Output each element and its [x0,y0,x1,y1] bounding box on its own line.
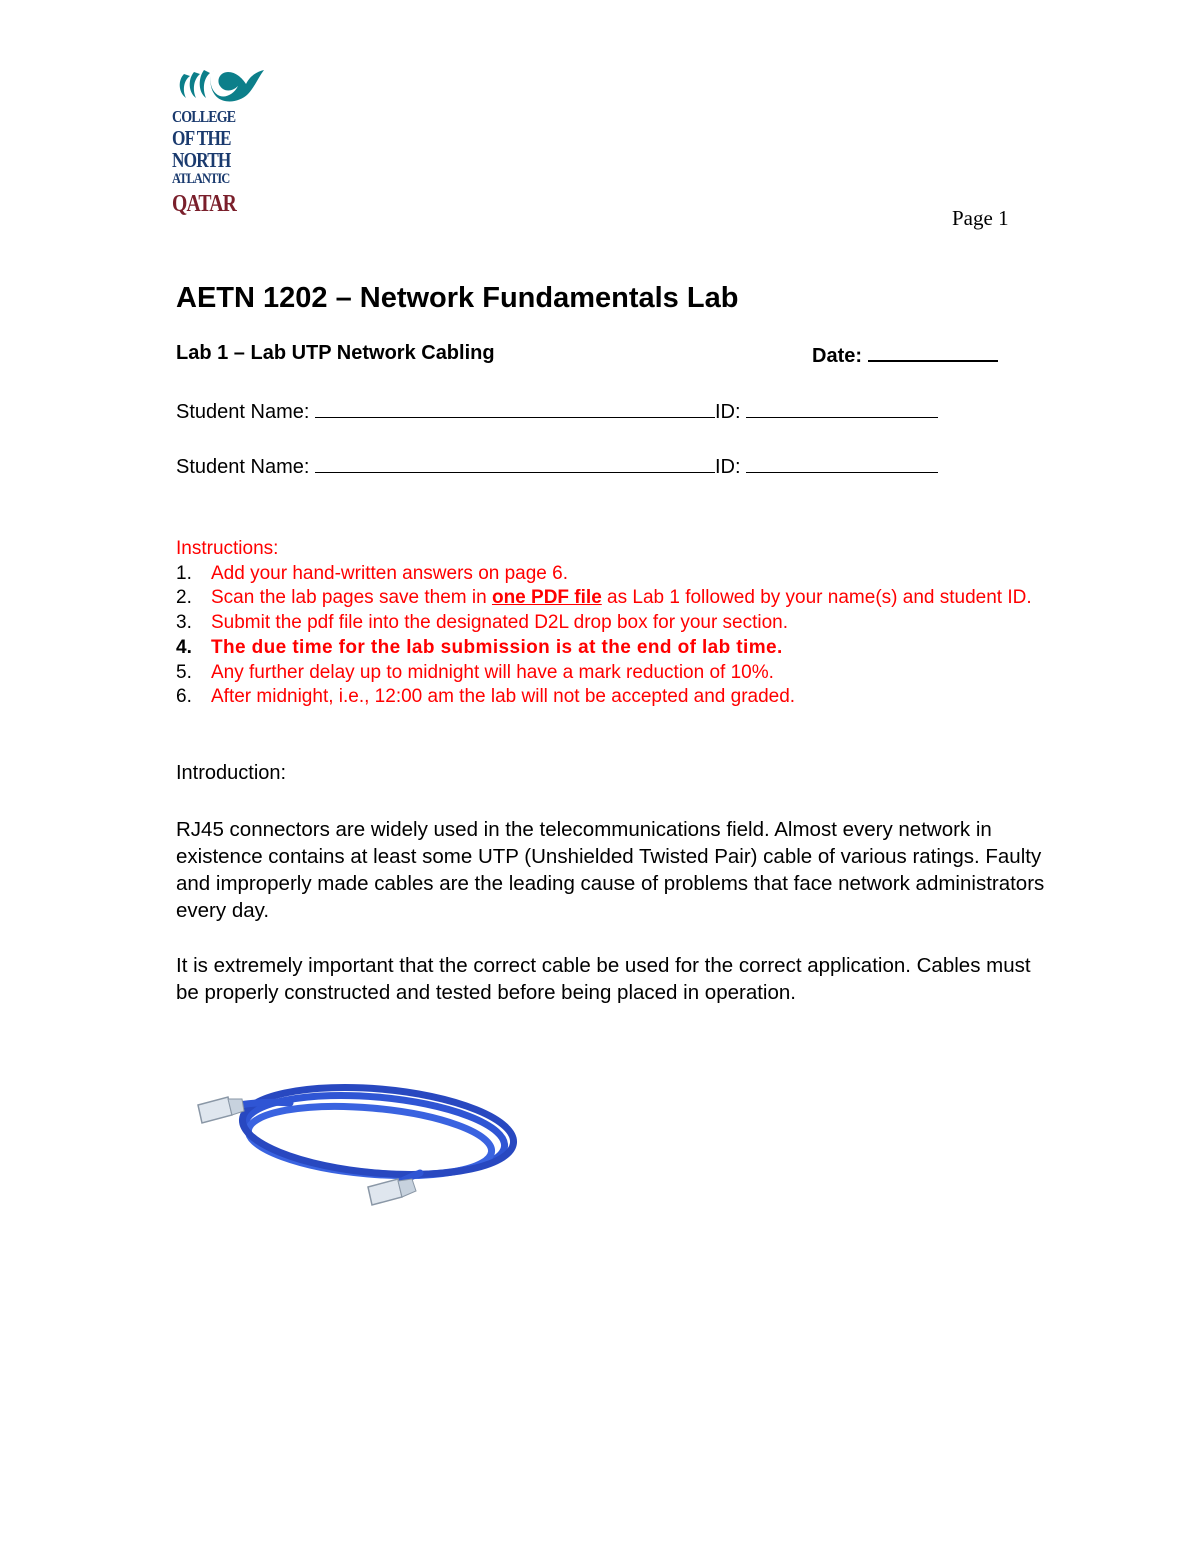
instruction-item [176,685,1036,710]
instruction-number: 1. [176,562,192,584]
date-label: Date: [812,345,863,367]
instruction-item-due-time [176,636,1036,661]
instruction-number: 4. [176,636,192,658]
instruction-text-before: Scan the lab pages save them in [211,587,492,609]
logo-line-qatar: QATAR [172,191,237,217]
instructions-list [176,562,1036,710]
pdf-emphasis: one PDF file [491,587,602,609]
student-id-label: ID: [714,401,741,423]
instruction-number: 5. [176,661,192,683]
document-title: AETN 1202 – Network Fundamentals Lab [176,282,739,314]
instruction-number: 3. [176,612,192,634]
date-field [812,342,998,368]
student-row-2 [176,456,938,479]
rj45-connector-left [198,1097,244,1123]
college-logo [172,62,272,230]
student-name-label: Student Name: [176,401,310,423]
student-name-label: Student Name: [176,456,310,478]
instruction-item [176,562,1036,587]
student-row-1 [176,401,938,424]
instruction-number: 6. [176,686,192,708]
instructions-block [176,537,1036,710]
instruction-item [176,611,1036,636]
instruction-item [176,661,1036,686]
instructions-heading: Instructions: [176,538,279,559]
introduction-paragraph-1: RJ45 connectors are widely used in the telecommunications field. Almost every network in existence contains at least some UTP (Unshielded Twisted Pair) cable of various ratings. Faulty and improperly made cables are the leading cause of problems that face network administrators every day. [176,818,1045,922]
instruction-text: The due time for the lab submission is at the end of lab time. [211,636,783,658]
utp-cable-icon [180,1075,520,1215]
student-id-label: ID: [714,456,741,478]
logo-line-atlantic: ATLANTIC [172,171,230,187]
student-id-blank[interactable] [746,456,938,473]
logo-line-north: NORTH [172,148,231,172]
instruction-text [211,587,1032,608]
instruction-number: 2. [176,587,192,609]
instruction-text: Add your hand-written answers on page 6. [211,562,568,584]
logo-line-of-the: OF THE [172,126,231,150]
date-blank-line[interactable] [868,342,998,362]
student-name-blank[interactable] [315,456,715,473]
instruction-text: After midnight, i.e., 12:00 am the lab will not be accepted and graded. [211,686,796,708]
introduction-heading: Introduction: [176,762,287,784]
instruction-text-after: as Lab 1 followed by your name(s) and student ID. [601,587,1032,609]
instruction-text: Submit the pdf file into the designated D2L drop box for your section. [211,612,789,634]
wave-logo-icon [176,62,276,112]
student-name-blank[interactable] [315,401,715,418]
introduction-paragraph-2: It is extremely important that the correct cable be used for the correct application. Cables must be properly constructed and tested before being placed in operation. [176,954,1031,1004]
student-id-blank[interactable] [746,401,938,418]
lab-subtitle: Lab 1 – Lab UTP Network Cabling [176,342,495,364]
logo-line-college: COLLEGE [172,107,236,126]
instruction-text: Any further delay up to midnight will have a mark reduction of 10%. [211,661,774,683]
page-number: Page 1 [952,206,1009,230]
instruction-item [176,586,1036,611]
rj45-connector-right [368,1179,416,1205]
